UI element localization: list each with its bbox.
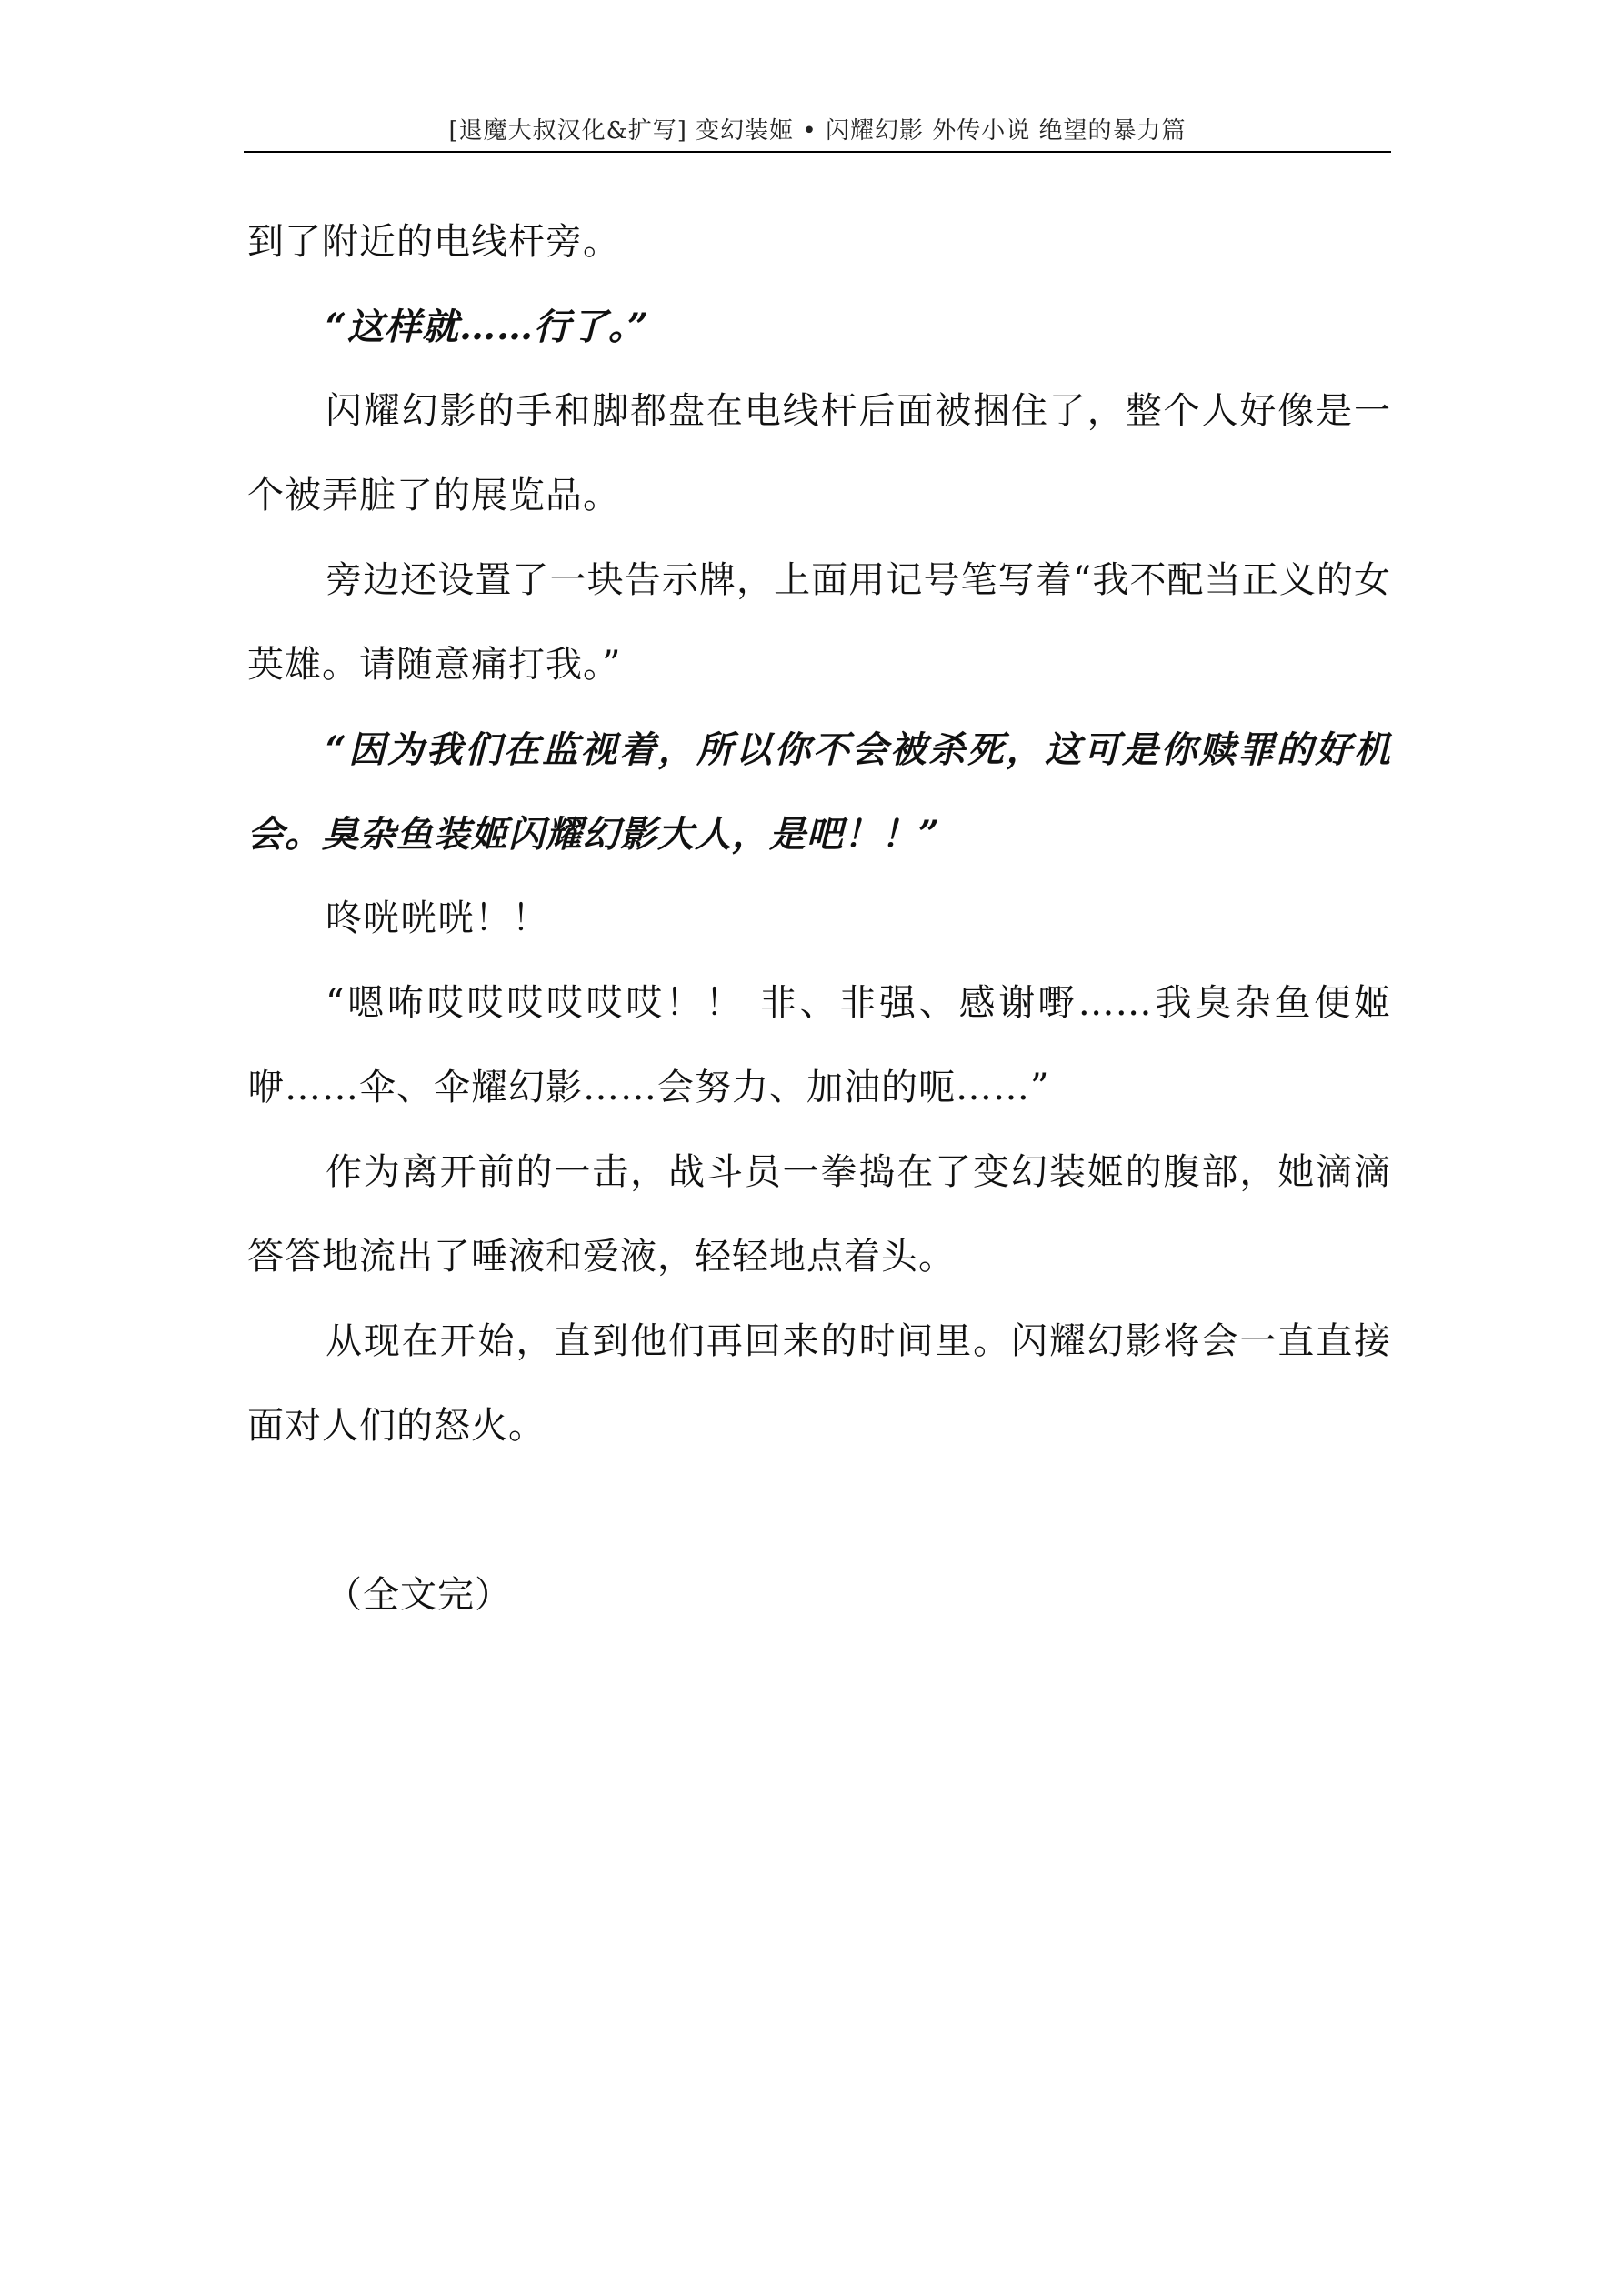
paragraph: 到了附近的电线杆旁。 — [247, 221, 620, 263]
paragraph: 旁边还设置了一块告示牌，上面用记号笔写着“我不配当正义的女英雄。请随意痛打我。” — [247, 559, 1391, 686]
paragraph: 作为离开前的一击，战斗员一拳捣在了变幻装姬的腹部，她滴滴答答地流出了唾液和爱液，轻轻地点着头。 — [247, 1151, 1391, 1278]
dialogue-paragraph: “嗯咘哎哎哎哎哎哎！！ 非、非强、感谢嘢……我臭杂鱼便姬咿……伞、伞耀幻影……会努力、加油的呃……” — [247, 982, 1391, 1108]
body-text — [247, 200, 1391, 1638]
end-mark: （全文完） — [326, 1574, 512, 1616]
sound-effect-paragraph: 咚咣咣咣！！ — [326, 897, 549, 939]
dialogue-paragraph: “因为我们在监视着，所以你不会被杀死，这可是你赎罪的好机会。臭杂鱼装姬闪耀幻影大人，是吧！！” — [247, 728, 1391, 856]
paragraph: 从现在开始，直到他们再回来的时间里。闪耀幻影将会一直直接面对人们的怒火。 — [247, 1320, 1391, 1447]
blank-line — [247, 1469, 1391, 1553]
running-header: [退魔大叔汉化&扩写] 变幻装姬 • 闪耀幻影 外传小说 绝望的暴力篇 — [448, 117, 1187, 145]
paragraph: 闪耀幻影的手和脚都盘在电线杆后面被捆住了，整个人好像是一个被弄脏了的展览品。 — [247, 390, 1391, 516]
header-divider — [244, 151, 1391, 153]
dialogue-paragraph: “这样就……行了。” — [326, 306, 650, 348]
